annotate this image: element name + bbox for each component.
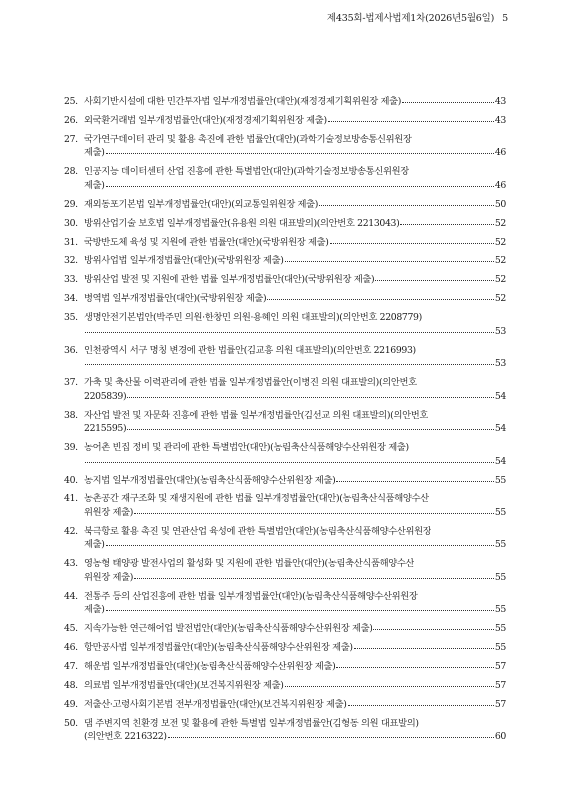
toc-entry-number: 25. bbox=[64, 96, 78, 107]
toc-entry-number: 36. bbox=[64, 344, 78, 356]
toc-entry bbox=[64, 590, 506, 617]
toc-entry-page: 55 bbox=[494, 604, 506, 616]
toc-entry-page: 50 bbox=[494, 198, 506, 210]
toc-entry-title: 지속가능한 연근해어업 발전법안(대안)(농림축산식품해양수산위원장 제출) bbox=[84, 623, 373, 635]
toc-entry-title: 방위산업기술 보호법 일부개정법률안(유용원 의원 대표발의)(의안번호 2213043) bbox=[84, 217, 400, 229]
toc-entry-line bbox=[64, 254, 506, 268]
toc-entry-title: 자산업 발전 및 자문화 진흥에 관한 법률 일부개정법률안(김선교 의원 대표발의)(의안번호 bbox=[84, 409, 428, 421]
toc-entry-title: 인공지능 데이터센터 산업 진흥에 관한 특별법안(대안)(과학기술정보방송통신위원장 bbox=[84, 166, 409, 178]
header-page-number: 5 bbox=[502, 13, 508, 24]
page-header bbox=[327, 10, 508, 24]
toc-entry-title: 위원장 제출) bbox=[84, 571, 134, 583]
toc-entry-title: (의안번호 2216322) bbox=[84, 731, 167, 743]
toc-entry-title: 위원장 제출) bbox=[84, 507, 134, 518]
toc-entry-number: 35. bbox=[64, 312, 78, 324]
toc-entry-page: 53 bbox=[494, 325, 506, 337]
toc-entry-number: 49. bbox=[64, 698, 78, 710]
toc-entry-line bbox=[64, 357, 506, 371]
toc-entry-line bbox=[64, 198, 506, 212]
dot-leader bbox=[85, 357, 494, 365]
toc-entry-number: 37. bbox=[64, 377, 78, 389]
toc-entry-line bbox=[64, 622, 506, 636]
toc-entry-line bbox=[64, 376, 506, 390]
toc-entry-title: 농어촌 빈집 정비 및 관리에 관한 특별법안(대안)(농림축산식품해양수산위원장 제출) bbox=[84, 442, 409, 454]
toc-entry bbox=[64, 114, 506, 128]
toc-entry-number: 28. bbox=[64, 166, 78, 178]
dot-leader bbox=[106, 146, 494, 154]
dot-leader bbox=[127, 422, 494, 430]
toc-entry-page: 55 bbox=[494, 642, 506, 654]
toc-entry-line bbox=[64, 114, 506, 128]
dot-leader bbox=[85, 325, 494, 333]
toc-entry-title: 가축 및 축산물 이력관리에 관한 법률 일부개정법률안(이병진 의원 대표발의)(의안번호 bbox=[84, 377, 417, 389]
toc-entry-title: 방위사업법 일부개정법률안(대안)(국방위원장 제출) bbox=[84, 255, 284, 267]
dot-leader bbox=[354, 641, 494, 649]
toc-entry-title: 제출) bbox=[84, 179, 105, 191]
toc-entry-title: 방위산업 발전 및 지원에 관한 법률 일부개정법률안(대안)(국방위원장 제출) bbox=[84, 274, 375, 286]
toc-entry-line bbox=[64, 344, 506, 358]
dot-leader bbox=[373, 622, 493, 630]
toc-entry bbox=[64, 525, 506, 552]
toc-entry-title: 국방반도체 육성 및 지원에 관한 법률안(대안)(국방위원장 제출) bbox=[84, 236, 329, 248]
toc-entry-line bbox=[64, 133, 506, 147]
toc-entry-number: 46. bbox=[64, 642, 78, 654]
toc-entry-line bbox=[64, 311, 506, 325]
dot-leader bbox=[106, 603, 494, 611]
toc-entry bbox=[64, 95, 506, 109]
toc-entry bbox=[64, 622, 506, 636]
toc-entry-number: 48. bbox=[64, 680, 78, 692]
toc-entry-page: 54 bbox=[494, 390, 506, 402]
toc-entry-page: 52 bbox=[494, 217, 506, 229]
toc-entry bbox=[64, 311, 506, 338]
toc-entry-page: 55 bbox=[494, 623, 506, 635]
toc-entry-line bbox=[64, 236, 506, 250]
toc-entry-line bbox=[64, 217, 506, 231]
toc-entry-number: 26. bbox=[64, 114, 78, 126]
dot-leader bbox=[106, 179, 494, 187]
toc-entry-title: 북극항로 활용 촉진 및 연관산업 육성에 관한 특별법안(대안)(농림축산식품해양수산위원장 bbox=[84, 525, 432, 537]
toc-entry-title: 농촌공간 재구조화 및 재생지원에 관한 법률 일부개정법률안(대안)(농림축산식품해양수산 bbox=[84, 493, 429, 505]
toc-entry-number: 41. bbox=[64, 493, 78, 505]
toc-entry-line bbox=[64, 538, 506, 552]
toc-entry-line bbox=[64, 273, 506, 287]
dot-leader bbox=[85, 455, 494, 463]
toc-entry-page: 57 bbox=[494, 698, 506, 710]
toc-entry-title: 제출) bbox=[84, 604, 105, 616]
toc-entry-line bbox=[64, 325, 506, 339]
toc-entry-title: 인천광역시 서구 명칭 변경에 관한 법률안(김교흥 의원 대표발의)(의안번호 2216993) bbox=[84, 344, 416, 356]
toc-entry-line bbox=[64, 390, 506, 404]
toc-entry-number: 33. bbox=[64, 274, 78, 286]
toc-entry-number: 30. bbox=[64, 217, 78, 229]
toc-entry-page: 52 bbox=[494, 293, 506, 305]
dot-leader bbox=[285, 679, 494, 687]
toc-entry bbox=[64, 679, 506, 693]
dot-leader bbox=[267, 292, 494, 300]
toc-entry-title: 2205839) bbox=[84, 390, 127, 402]
toc-entry bbox=[64, 292, 506, 306]
toc-entry-page: 60 bbox=[494, 731, 506, 743]
toc-entry bbox=[64, 474, 506, 488]
toc-entry-number: 40. bbox=[64, 474, 78, 486]
toc-entry bbox=[64, 217, 506, 231]
toc-entry-page: 53 bbox=[494, 358, 506, 370]
toc-entry-number: 47. bbox=[64, 661, 78, 673]
toc-entry bbox=[64, 492, 506, 519]
toc-entry-title: 댐 주변지역 친환경 보전 및 활용에 관한 특별법 일부개정법률안(김형동 의원 대표발의) bbox=[84, 717, 419, 729]
toc-entry-page: 52 bbox=[494, 236, 506, 248]
toc-entry bbox=[64, 376, 506, 403]
toc-entry bbox=[64, 557, 506, 584]
toc-entry-line bbox=[64, 698, 506, 712]
toc-entry-title: 영농형 태양광 발전사업의 활성화 및 지원에 관한 법률안(대안)(농림축산식품해양수산 bbox=[84, 558, 415, 570]
toc-entry-title: 해운법 일부개정법률안(대안)(농림축산식품해양수산위원장 제출) bbox=[84, 661, 336, 673]
toc-entry bbox=[64, 236, 506, 250]
toc-entry-number: 27. bbox=[64, 133, 78, 145]
toc-entry-page: 55 bbox=[494, 507, 506, 518]
toc-entry-number: 39. bbox=[64, 442, 78, 454]
dot-leader bbox=[134, 571, 494, 579]
toc-entry-title: 항만공사법 일부개정법률안(대안)(농림축산식품해양수산위원장 제출) bbox=[84, 642, 353, 654]
toc-entry-title: 2215595) bbox=[84, 423, 127, 435]
dot-leader bbox=[402, 95, 494, 103]
toc-entry-number: 42. bbox=[64, 525, 78, 537]
toc-entry-page: 46 bbox=[494, 147, 506, 159]
toc-entry-line bbox=[64, 95, 506, 109]
dot-leader bbox=[168, 730, 494, 738]
toc-entry-title: 사회기반시설에 대한 민간투자법 일부개정법률안(대안)(재정경제기획위원장 제출) bbox=[84, 96, 401, 107]
toc-entry bbox=[64, 441, 506, 468]
toc-entry bbox=[64, 254, 506, 268]
toc-entry-line bbox=[64, 603, 506, 617]
toc-entry-number: 31. bbox=[64, 236, 78, 248]
toc-entry-line bbox=[64, 292, 506, 306]
toc-entry-page: 54 bbox=[494, 423, 506, 435]
toc-entry-page: 52 bbox=[494, 255, 506, 267]
toc-entry-page: 43 bbox=[494, 96, 506, 107]
toc-entry-title: 전통주 등의 산업진흥에 관한 법률 일부개정법률안(대안)(농림축산식품해양수산위원장 bbox=[84, 590, 418, 602]
table-of-contents bbox=[64, 95, 506, 749]
toc-entry-page: 57 bbox=[494, 680, 506, 692]
toc-entry-title: 외국환거래법 일부개정법률안(대안)(재정경제기획위원장 제출) bbox=[84, 114, 327, 126]
toc-entry-title: 국가연구데이터 관리 및 활용 촉진에 관한 법률안(대안)(과학기술정보방송통신위원장 bbox=[84, 133, 412, 145]
toc-entry-title: 농지법 일부개정법률안(대안)(농림축산식품해양수산위원장 제출) bbox=[84, 474, 336, 486]
toc-entry-line bbox=[64, 730, 506, 744]
toc-entry-line bbox=[64, 455, 506, 469]
dot-leader bbox=[375, 273, 494, 281]
toc-entry-page: 52 bbox=[494, 274, 506, 286]
toc-entry-page: 55 bbox=[494, 539, 506, 551]
toc-entry bbox=[64, 698, 506, 712]
toc-entry-line bbox=[64, 179, 506, 193]
toc-entry-line bbox=[64, 641, 506, 655]
toc-entry bbox=[64, 165, 506, 192]
toc-entry bbox=[64, 273, 506, 287]
toc-entry-page: 55 bbox=[494, 474, 506, 486]
dot-leader bbox=[348, 698, 494, 706]
toc-entry bbox=[64, 409, 506, 436]
dot-leader bbox=[134, 506, 494, 514]
dot-leader bbox=[336, 474, 494, 482]
toc-entry-title: 재외동포기본법 일부개정법률안(대안)(외교통일위원장 제출) bbox=[84, 198, 319, 210]
dot-leader bbox=[328, 114, 494, 122]
dot-leader bbox=[127, 390, 494, 398]
toc-entry-title: 제출) bbox=[84, 539, 105, 551]
dot-leader bbox=[400, 217, 493, 225]
toc-entry-line bbox=[64, 679, 506, 693]
dot-leader bbox=[336, 660, 494, 668]
toc-entry-line bbox=[64, 492, 506, 506]
toc-entry-line bbox=[64, 422, 506, 436]
dot-leader bbox=[319, 198, 494, 206]
toc-entry-page: 54 bbox=[494, 455, 506, 467]
toc-entry-page: 43 bbox=[494, 114, 506, 126]
header-session-info: 제435회-법제사법제1차(2026년5월6일) bbox=[326, 13, 495, 24]
dot-leader bbox=[106, 538, 494, 546]
dot-leader bbox=[330, 236, 494, 244]
toc-entry-line bbox=[64, 441, 506, 455]
toc-entry bbox=[64, 133, 506, 160]
toc-entry-number: 43. bbox=[64, 558, 78, 570]
toc-entry-line bbox=[64, 571, 506, 585]
toc-entry-line bbox=[64, 590, 506, 604]
toc-entry-number: 45. bbox=[64, 623, 78, 635]
toc-entry bbox=[64, 717, 506, 744]
toc-entry-line bbox=[64, 525, 506, 539]
toc-entry-page: 55 bbox=[494, 571, 506, 583]
toc-entry-title: 저출산·고령사회기본법 전부개정법률안(대안)(보건복지위원장 제출) bbox=[84, 698, 347, 710]
dot-leader bbox=[285, 254, 494, 262]
toc-entry-title: 의료법 일부개정법률안(대안)(보건복지위원장 제출) bbox=[84, 680, 284, 692]
toc-entry-page: 46 bbox=[494, 179, 506, 191]
toc-entry-number: 38. bbox=[64, 409, 78, 421]
toc-entry-number: 50. bbox=[64, 717, 78, 729]
toc-entry-line bbox=[64, 474, 506, 488]
toc-entry bbox=[64, 344, 506, 371]
toc-entry-number: 34. bbox=[64, 293, 78, 305]
toc-entry-page: 57 bbox=[494, 661, 506, 673]
toc-entry-line bbox=[64, 660, 506, 674]
toc-entry-number: 32. bbox=[64, 255, 78, 267]
toc-entry-number: 44. bbox=[64, 590, 78, 602]
toc-entry-line bbox=[64, 717, 506, 731]
toc-entry-line bbox=[64, 506, 506, 520]
toc-entry-number: 29. bbox=[64, 198, 78, 210]
toc-entry-line bbox=[64, 409, 506, 423]
toc-entry-line bbox=[64, 165, 506, 179]
toc-entry-title: 생명안전기본법안(박주민 의원·한창민 의원·용혜인 의원 대표발의)(의안번호 2208779) bbox=[84, 312, 422, 324]
toc-entry bbox=[64, 198, 506, 212]
toc-entry-line bbox=[64, 146, 506, 160]
toc-entry-title: 병역법 일부개정법률안(대안)(국방위원장 제출) bbox=[84, 293, 267, 305]
toc-entry bbox=[64, 660, 506, 674]
toc-entry-line bbox=[64, 557, 506, 571]
toc-entry-title: 제출) bbox=[84, 147, 105, 159]
toc-entry bbox=[64, 641, 506, 655]
